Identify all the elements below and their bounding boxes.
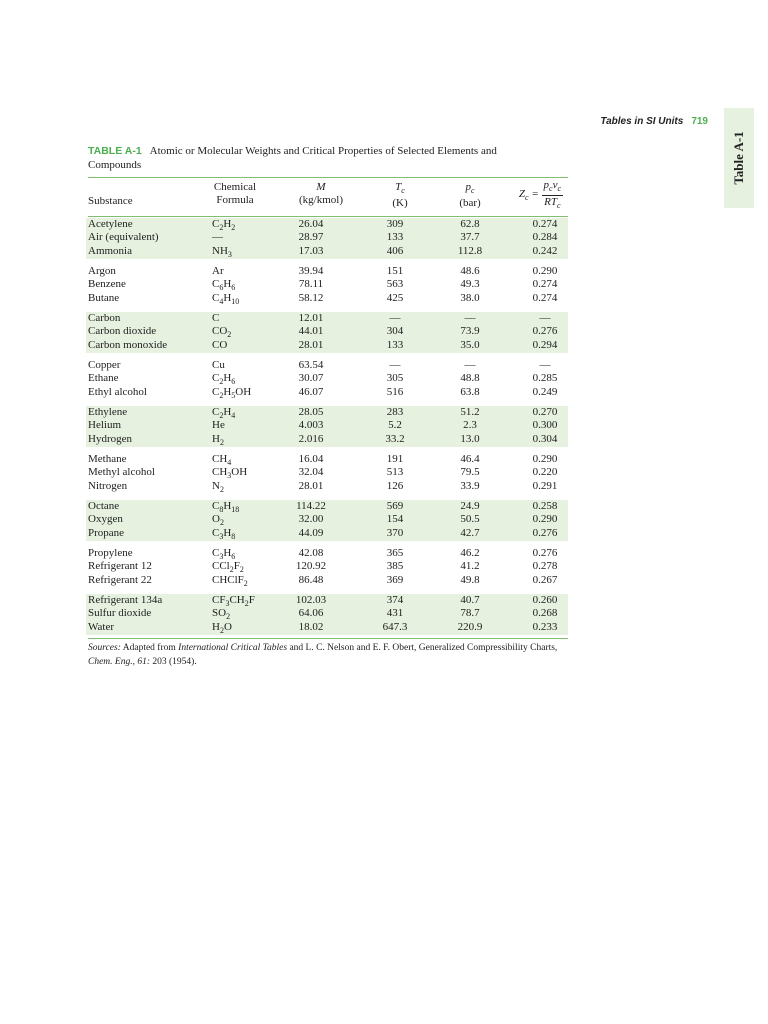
table-row (86, 245, 568, 258)
molar-mass-cell: 42.08 (298, 547, 324, 559)
molar-mass-cell: 12.01 (298, 312, 324, 324)
compressibility-cell: 0.285 (532, 372, 558, 385)
table-row (86, 560, 568, 573)
compressibility-cell: 0.274 (532, 218, 558, 230)
critical-pressure-cell: 79.5 (460, 466, 480, 479)
substance-cell: Propylene (88, 547, 133, 559)
molar-mass-cell: 114.22 (296, 500, 326, 512)
substance-cell: Methane (88, 453, 127, 465)
substance-cell: Ammonia (88, 244, 132, 257)
compressibility-cell: 0.274 (532, 278, 558, 291)
header-pc-symbol: $p_c$ (465, 181, 475, 196)
header-pc (440, 181, 500, 210)
formula-cell: $C_8H_{18}$ (212, 500, 240, 515)
table-row (86, 574, 568, 587)
critical-temperature-cell: — (389, 312, 401, 324)
table-row (86, 594, 568, 607)
table-row (86, 325, 568, 338)
formula-cell: $SO_2$ (212, 607, 231, 622)
table-row (86, 547, 568, 560)
page-number: 719 (691, 116, 708, 127)
molar-mass-cell: 32.00 (298, 513, 324, 526)
table-row (86, 513, 568, 526)
substance-cell: Ethane (88, 372, 119, 385)
substance-cell: Helium (88, 419, 121, 432)
compressibility-cell: 0.258 (532, 500, 558, 512)
substance-cell: Ethyl alcohol (88, 385, 147, 398)
table-row-group (86, 547, 568, 588)
critical-pressure-cell: 49.3 (460, 278, 480, 291)
substance-cell: Argon (88, 265, 116, 277)
critical-pressure-cell: 62.8 (460, 218, 480, 230)
side-tab-label: Table A-1 (731, 131, 746, 185)
critical-pressure-cell: — (464, 359, 476, 371)
formula-cell: $C_3H_8$ (212, 526, 236, 541)
header-z (506, 179, 576, 212)
molar-mass-cell: 32.04 (298, 466, 324, 479)
formula-cell: $H_2O$ (212, 620, 232, 635)
substance-cell: Refrigerant 12 (88, 560, 152, 573)
compressibility-cell: 0.267 (532, 573, 558, 586)
substance-cell: Water (88, 620, 114, 633)
critical-temperature-cell: 126 (386, 479, 404, 492)
molar-mass-cell: 86.48 (298, 573, 324, 586)
molar-mass-cell: 17.03 (298, 244, 324, 257)
critical-pressure-cell: 48.8 (460, 372, 480, 385)
table-row (86, 500, 568, 513)
critical-temperature-cell: 191 (386, 453, 404, 465)
compressibility-cell: 0.270 (532, 406, 558, 418)
critical-temperature-cell: 283 (386, 406, 404, 418)
formula-cell: $H_2$ (212, 432, 224, 447)
header-tc (370, 181, 430, 210)
critical-pressure-cell: 49.8 (460, 573, 480, 586)
compressibility-cell: 0.276 (532, 526, 558, 539)
compressibility-cell: 0.233 (532, 620, 558, 633)
substance-cell: Butane (88, 291, 120, 304)
critical-temperature-cell: 309 (386, 218, 404, 230)
compressibility-cell: 0.300 (532, 419, 558, 432)
critical-temperature-cell: 154 (386, 513, 404, 526)
formula-cell: Cu (212, 359, 225, 371)
critical-temperature-cell: 425 (386, 291, 404, 304)
molar-mass-cell: 28.05 (298, 406, 324, 418)
formula-cell: $NH_3$ (212, 244, 232, 259)
critical-pressure-cell: 38.0 (460, 291, 480, 304)
table-sources (88, 642, 572, 669)
substance-cell: Refrigerant 22 (88, 573, 152, 586)
substance-cell: Carbon dioxide (88, 325, 157, 338)
table-row-group (86, 594, 568, 635)
substance-cell: Carbon monoxide (88, 338, 168, 351)
substance-cell: Carbon (88, 312, 121, 324)
formula-cell: $C_4H_{10}$ (212, 291, 240, 306)
header-m (276, 181, 366, 207)
table-row (86, 527, 568, 540)
table-row (86, 372, 568, 385)
substance-cell: Ethylene (88, 406, 128, 418)
table-row (86, 419, 568, 432)
compressibility-cell: 0.260 (532, 594, 558, 606)
molar-mass-cell: 16.04 (298, 453, 324, 465)
table-row-group (86, 453, 568, 494)
formula-cell: $CH_4$ (212, 453, 232, 468)
compressibility-cell: 0.290 (532, 453, 558, 465)
table-label: TABLE A-1 (88, 145, 142, 157)
critical-pressure-cell: 33.9 (460, 479, 480, 492)
critical-temperature-cell: — (389, 359, 401, 371)
table-row (86, 292, 568, 305)
header-m-units: (kg/kmol) (299, 194, 343, 206)
table-row (86, 231, 568, 244)
molar-mass-cell: 46.07 (298, 385, 324, 398)
substance-cell: Hydrogen (88, 432, 132, 445)
critical-pressure-cell: 73.9 (460, 325, 480, 338)
table-row (86, 339, 568, 352)
compressibility-cell: 0.276 (532, 325, 558, 338)
table-row (86, 386, 568, 399)
formula-cell: $C_2H_6$ (212, 372, 236, 387)
critical-pressure-cell: 24.9 (460, 500, 480, 512)
table-row (86, 312, 568, 325)
header-formula (200, 181, 270, 207)
header-z-lhs: $Z_c$ = (518, 187, 539, 202)
critical-pressure-cell: 48.6 (460, 265, 480, 277)
critical-temperature-cell: 369 (386, 573, 404, 586)
critical-temperature-cell: 151 (386, 265, 404, 277)
substance-cell: Copper (88, 359, 121, 371)
critical-temperature-cell: 385 (386, 560, 404, 573)
table-row-group (86, 265, 568, 306)
table-row (86, 607, 568, 620)
formula-cell: $C_2H_4$ (212, 406, 236, 421)
table-title: Atomic or Molecular Weights and Critical Properties of Selected Elements and Compounds (88, 145, 497, 171)
substance-cell: Octane (88, 500, 120, 512)
molar-mass-cell: 26.04 (298, 218, 324, 230)
table-row (86, 480, 568, 493)
compressibility-cell: 0.290 (532, 513, 558, 526)
sources-ref-2: Chem. Eng., 61: (88, 656, 151, 667)
molar-mass-cell: 44.01 (298, 325, 324, 338)
header-formula-line1: Chemical (213, 181, 257, 193)
table-row-group (86, 218, 568, 259)
critical-temperature-cell: 431 (386, 607, 404, 620)
critical-pressure-cell: 40.7 (460, 594, 480, 606)
table-row (86, 278, 568, 291)
substance-cell: Methyl alcohol (88, 466, 155, 479)
substance-cell: Acetylene (88, 218, 133, 230)
critical-pressure-cell: 63.8 (460, 385, 480, 398)
molar-mass-cell: 64.06 (298, 607, 324, 620)
compressibility-cell: 0.249 (532, 385, 558, 398)
formula-cell: $C_6H_6$ (212, 278, 236, 293)
formula-cell: $CCl_2F_2$ (212, 560, 244, 575)
molar-mass-cell: 28.01 (298, 479, 324, 492)
table-top-rule (88, 177, 568, 178)
critical-temperature-cell: 563 (386, 278, 404, 291)
critical-temperature-cell: 133 (386, 231, 404, 244)
substance-cell: Nitrogen (88, 479, 128, 492)
sources-text-2: and L. C. Nelson and E. F. Obert, Generalized Compressibility Charts, (287, 643, 558, 653)
compressibility-cell: 0.276 (532, 547, 558, 559)
header-substance: Substance (88, 195, 133, 207)
formula-cell: $C_2H_2$ (212, 218, 236, 233)
formula-cell: $C_3H_6$ (212, 547, 236, 562)
table-row (86, 466, 568, 479)
critical-pressure-cell: 46.4 (460, 453, 480, 465)
molar-mass-cell: 58.12 (298, 291, 324, 304)
sources-label: Sources: (88, 643, 121, 653)
header-z-numerator: $p_cv_c$ (542, 179, 564, 196)
compressibility-cell: 0.278 (532, 560, 558, 573)
critical-pressure-cell: — (464, 312, 476, 324)
table-row (86, 406, 568, 419)
formula-cell: $CO_2$ (212, 325, 232, 340)
critical-pressure-cell: 46.2 (460, 547, 480, 559)
molar-mass-cell: 44.09 (298, 526, 324, 539)
critical-pressure-cell: 220.9 (457, 620, 483, 633)
formula-cell: $N_2$ (212, 479, 224, 494)
sources-text-3: 203 (1954). (150, 656, 197, 667)
molar-mass-cell: 28.97 (298, 231, 324, 244)
critical-pressure-cell: 41.2 (460, 560, 480, 573)
table-row-group (86, 359, 568, 400)
compressibility-cell: 0.291 (532, 479, 558, 492)
substance-cell: Oxygen (88, 513, 123, 526)
formula-cell: He (212, 419, 225, 432)
formula-cell: $C_2H_5OH$ (212, 385, 252, 400)
critical-pressure-cell: 13.0 (460, 432, 480, 445)
critical-temperature-cell: 365 (386, 547, 404, 559)
formula-cell: CO (212, 338, 228, 351)
running-head (600, 116, 708, 127)
running-head-section: Tables in SI Units (600, 116, 684, 127)
header-tc-units: (K) (392, 197, 408, 210)
critical-temperature-cell: 513 (386, 466, 404, 479)
table-caption (88, 144, 508, 172)
substance-cell: Sulfur dioxide (88, 607, 152, 620)
critical-temperature-cell: 569 (386, 500, 404, 512)
critical-pressure-cell: 42.7 (460, 526, 480, 539)
header-z-denominator: $RT_c$ (544, 196, 561, 211)
critical-temperature-cell: 33.2 (385, 432, 405, 445)
header-m-symbol: M (316, 181, 326, 193)
table-header-rule (88, 216, 568, 217)
formula-cell: CHClF$_2$ (212, 573, 248, 588)
header-pc-units: (bar) (459, 197, 481, 210)
formula-cell: $O_2$ (212, 513, 224, 528)
table-row (86, 621, 568, 634)
molar-mass-cell: 102.03 (295, 594, 327, 606)
critical-pressure-cell: 50.5 (460, 513, 480, 526)
critical-temperature-cell: 516 (386, 385, 404, 398)
critical-temperature-cell: 647.3 (382, 620, 408, 633)
compressibility-cell: 0.294 (532, 338, 558, 351)
header-z-fraction (542, 179, 564, 212)
table-row-group (86, 406, 568, 447)
compressibility-cell: — (539, 359, 551, 371)
critical-pressure-cell: 2.3 (463, 419, 477, 432)
substance-cell: Refrigerant 134a (88, 594, 163, 606)
compressibility-cell: — (539, 312, 551, 324)
critical-pressure-cell: 37.7 (460, 231, 480, 244)
critical-pressure-cell: 51.2 (460, 406, 480, 418)
formula-cell: $CF_3CH_2F$ (212, 594, 255, 609)
compressibility-cell: 0.220 (532, 466, 558, 479)
substance-cell: Propane (88, 526, 125, 539)
molar-mass-cell: 18.02 (298, 620, 324, 633)
substance-cell: Benzene (88, 278, 126, 291)
molar-mass-cell: 2.016 (298, 432, 324, 445)
critical-pressure-cell: 112.8 (457, 244, 483, 257)
formula-cell: C (212, 312, 220, 324)
table-bottom-rule (88, 638, 568, 639)
compressibility-cell: 0.304 (532, 432, 558, 445)
critical-pressure-cell: 78.7 (460, 607, 480, 620)
critical-pressure-cell: 35.0 (460, 338, 480, 351)
critical-temperature-cell: 406 (386, 244, 404, 257)
formula-cell: Ar (212, 265, 224, 277)
molar-mass-cell: 78.11 (298, 278, 324, 291)
table-row-group (86, 312, 568, 353)
critical-temperature-cell: 5.2 (388, 419, 402, 432)
critical-temperature-cell: 304 (386, 325, 404, 338)
formula-cell: — (212, 231, 223, 244)
molar-mass-cell: 39.94 (298, 265, 324, 277)
molar-mass-cell: 120.92 (295, 560, 327, 573)
molar-mass-cell: 30.07 (298, 372, 324, 385)
critical-temperature-cell: 133 (386, 338, 404, 351)
compressibility-cell: 0.242 (532, 244, 558, 257)
header-formula-line2: Formula (216, 194, 254, 206)
substance-cell: Air (equivalent) (88, 231, 159, 244)
molar-mass-cell: 63.54 (298, 359, 324, 371)
table-row (86, 265, 568, 278)
formula-cell: $CH_3OH$ (212, 466, 248, 481)
critical-temperature-cell: 305 (386, 372, 404, 385)
table-row (86, 218, 568, 231)
compressibility-cell: 0.268 (532, 607, 558, 620)
table-header-row (0, 181, 768, 215)
table-row-group (86, 500, 568, 541)
compressibility-cell: 0.290 (532, 265, 558, 277)
header-tc-symbol: $T_c$ (395, 181, 405, 196)
table-row (86, 453, 568, 466)
sources-text-1: Adapted from (120, 643, 179, 653)
table-row (86, 359, 568, 372)
molar-mass-cell: 28.01 (298, 338, 324, 351)
critical-temperature-cell: 370 (386, 526, 404, 539)
sources-ref-1: International Critical Tables (178, 643, 288, 653)
molar-mass-cell: 4.003 (298, 419, 324, 432)
table-row (86, 433, 568, 446)
compressibility-cell: 0.274 (532, 291, 558, 304)
compressibility-cell: 0.284 (532, 231, 558, 244)
critical-temperature-cell: 374 (386, 594, 404, 606)
